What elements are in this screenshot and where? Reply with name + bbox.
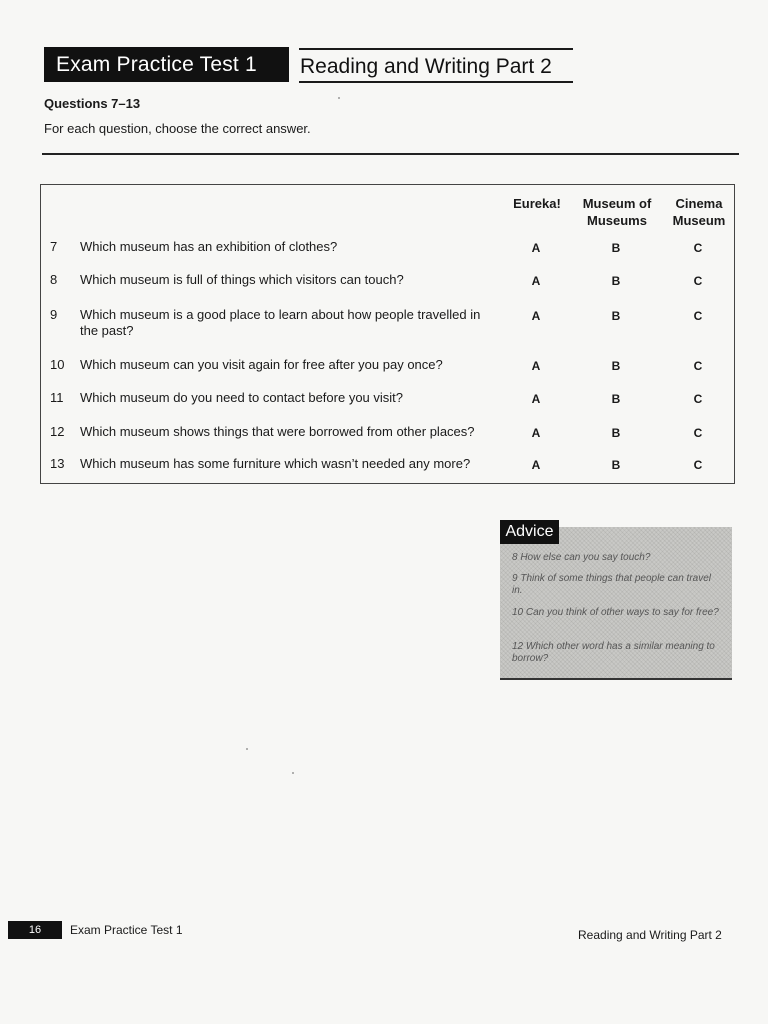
- option-b[interactable]: B: [611, 359, 621, 373]
- column-header-line: Museums: [587, 213, 647, 228]
- column-header-line: Cinema: [675, 196, 723, 211]
- option-c[interactable]: C: [693, 274, 703, 288]
- question-text: Which museum has some furniture which wasn’t needed any more?: [80, 456, 471, 471]
- question-number: 10: [50, 357, 65, 372]
- section-divider: [42, 153, 739, 155]
- advice-tip-12: 12 Which other word has a similar meaning to borrow?: [512, 641, 715, 664]
- question-text: Which museum is a good place to learn about how people travelled in the past?: [80, 307, 481, 338]
- option-a[interactable]: A: [531, 274, 541, 288]
- option-c[interactable]: C: [693, 359, 703, 373]
- column-header-museum-of-museums: [580, 195, 654, 229]
- option-b[interactable]: B: [611, 309, 621, 323]
- question-row-12: [40, 424, 735, 458]
- option-b[interactable]: B: [611, 392, 621, 406]
- option-b[interactable]: B: [611, 241, 621, 255]
- header-rule-bottom: [299, 81, 573, 83]
- option-c[interactable]: C: [693, 241, 703, 255]
- question-row-11: [40, 390, 735, 424]
- option-c[interactable]: C: [693, 392, 703, 406]
- part-title: Reading and Writing Part 2: [300, 55, 552, 78]
- question-row-9: [40, 307, 735, 341]
- test-title-banner: Exam Practice Test 1: [44, 47, 289, 82]
- question-number: 13: [50, 456, 65, 471]
- question-number: 12: [50, 424, 65, 439]
- advice-label: Advice: [500, 520, 559, 544]
- question-number: 8: [50, 272, 58, 287]
- question-row-10: [40, 357, 735, 391]
- scan-speck: [338, 97, 340, 99]
- advice-tip-8: 8 How else can you say touch?: [512, 552, 651, 563]
- option-a[interactable]: A: [531, 426, 541, 440]
- advice-tip-10: 10 Can you think of other ways to say for free?: [512, 607, 719, 618]
- option-a[interactable]: A: [531, 359, 541, 373]
- page-number: 16: [8, 921, 62, 939]
- question-number: 9: [50, 307, 58, 322]
- option-b[interactable]: B: [611, 458, 621, 472]
- scan-speck: [246, 748, 248, 750]
- question-text: Which museum has an exhibition of clothes?: [80, 239, 338, 254]
- question-number: 7: [50, 239, 58, 254]
- question-row-13: [40, 456, 735, 490]
- column-header-line: Museum: [672, 213, 726, 228]
- option-b[interactable]: B: [611, 426, 621, 440]
- questions-heading: Questions 7–13: [44, 96, 141, 111]
- question-text: Which museum is full of things which visitors can touch?: [80, 272, 404, 287]
- question-row-7: [40, 239, 735, 273]
- scan-speck: [292, 772, 294, 774]
- option-c[interactable]: C: [693, 309, 703, 323]
- option-a[interactable]: A: [531, 458, 541, 472]
- option-a[interactable]: A: [531, 241, 541, 255]
- footer-part-title: Reading and Writing Part 2: [578, 928, 722, 942]
- question-row-8: [40, 272, 735, 306]
- question-text: Which museum do you need to contact before you visit?: [80, 390, 404, 405]
- question-number: 11: [50, 390, 64, 405]
- instruction-text: For each question, choose the correct answer.: [44, 121, 311, 136]
- option-a[interactable]: A: [531, 309, 541, 323]
- option-b[interactable]: B: [611, 274, 621, 288]
- column-header-eureka: [504, 195, 570, 212]
- column-header-line: Eureka!: [513, 196, 561, 211]
- question-text: Which museum can you visit again for free after you pay once?: [80, 357, 443, 372]
- option-c[interactable]: C: [693, 458, 703, 472]
- question-text: Which museum shows things that were borrowed from other places?: [80, 424, 475, 439]
- option-a[interactable]: A: [531, 392, 541, 406]
- column-header-line: Museum of: [582, 196, 652, 211]
- header-rule-top: [299, 48, 573, 50]
- footer-test-title: Exam Practice Test 1: [70, 923, 183, 937]
- advice-tip-9: 9 Think of some things that people can travel in.: [512, 573, 712, 596]
- column-header-cinema-museum: [664, 195, 734, 229]
- option-c[interactable]: C: [693, 426, 703, 440]
